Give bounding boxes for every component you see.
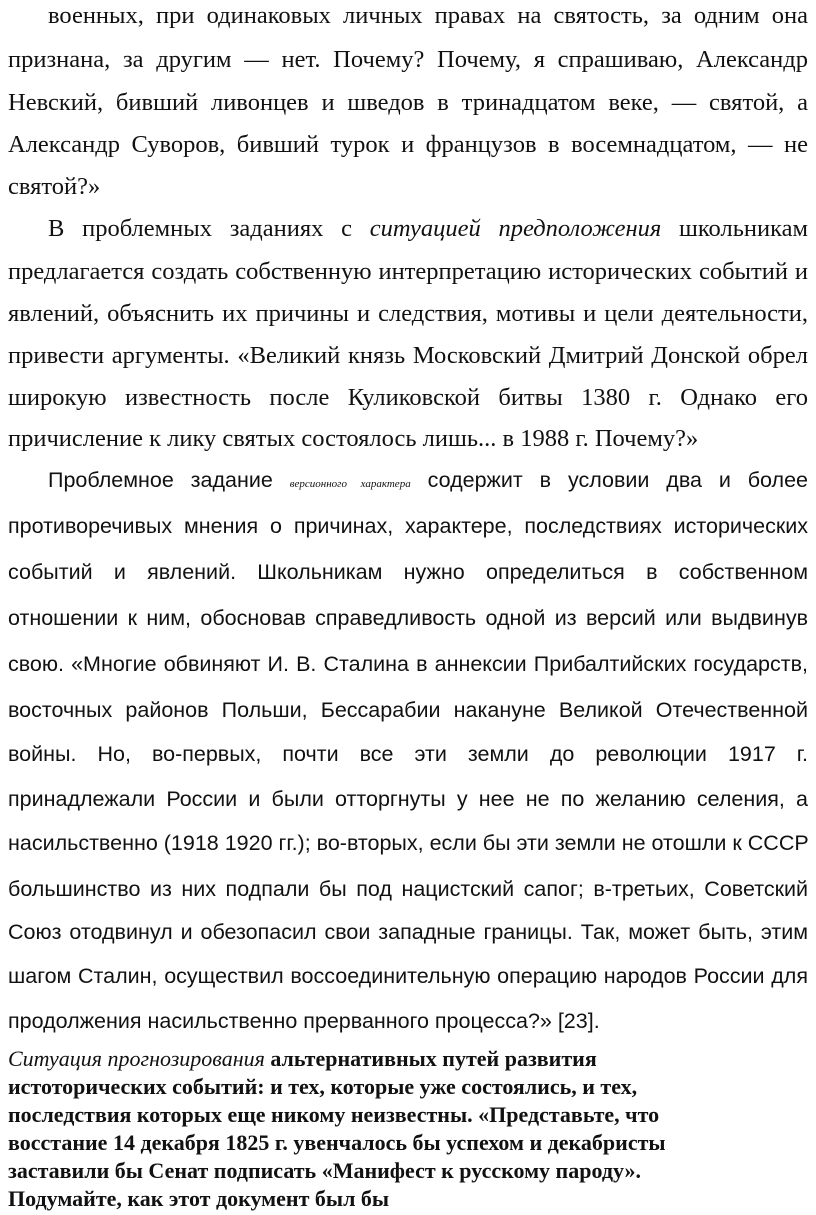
bold-text: альтернативных путей развития [264,1046,597,1071]
text-line [8,1045,738,1073]
bold-text: заставили бы Сенат подписать «Манифест к русскому пароду». [8,1158,642,1183]
text-line: святой?» [8,173,101,200]
text-line [48,468,808,493]
text-line: свою. «Многие обвиняют И. В. Сталина в аннексии Прибалтийских государств, [8,652,808,676]
paragraph-4 [8,1045,738,1213]
bold-text: восстание 14 декабря 1825 г. увенчалось бы успехом и декабристы [8,1130,666,1155]
text-line: восточных районов Польши, Бессарабии накануне Великой Отечественной [8,698,808,722]
text-line [8,1185,738,1213]
text-line: причисление к лику святых состоялось лишь... в 1988 г. Почему?» [8,425,699,452]
text-line: шагом Сталин, осуществил воссоединительную операцию народов России для [8,964,808,988]
emphasis-text: Ситуация прогнозирования [8,1046,265,1071]
text-line [8,1101,738,1129]
text-line: Александр Суворов, бивший турок и французов в восемнадцатом, — не [8,131,808,158]
text-line: продолжения насильственно прерванного процесса?» [23]. [8,1009,600,1033]
text-line: противоречивых мнения о причинах, характере, последствиях исторических [8,514,808,538]
bold-text: истоторических событий: и тех, которые уже состоялись, и тех, [8,1074,638,1099]
text-line [8,1073,738,1101]
emphasis-text: версионного характера [289,478,411,490]
text-line: большинство из них подпали бы под нацистский сапог; в-третьих, Советский [8,877,808,901]
text-line: Союз отодвинул и обезопасил свои западные границы. Так, может быть, этим [8,920,808,944]
text-run: В проблемных заданиях с [48,215,370,242]
text-line: предлагается создать собственную интерпретацию исторических событий и [8,258,808,285]
text-line: Невский, бивший ливонцев и шведов в тринадцатом веке, — святой, а [8,89,808,116]
text-line: принадлежали России и были отторгнуты у нее не по желанию селения, а [8,787,808,811]
bold-text: последствия которых еще никому неизвестны. «Представьте, что [8,1102,660,1127]
text-line: признана, за другим — нет. Почему? Почему, я спрашиваю, Александр [8,46,808,73]
text-line [8,1157,738,1185]
bold-text: Подумайте, как этот документ был бы [8,1186,390,1211]
text-line: привести аргументы. «Великий князь Московский Дмитрий Донской обрел [8,342,808,369]
text-run: Проблемное задание [48,468,290,492]
text-line: войны. Но, во-первых, почти все эти земли до революции 1917 г. [8,742,808,766]
emphasis-text: ситуацией предположения [369,215,662,242]
text-line: насильственно (1918 1920 гг.); во-вторых, если бы эти земли не отошли к СССР [8,831,809,855]
text-run: содержит в условии два и более [410,468,808,492]
text-run: школьникам [661,215,808,242]
text-line: отношении к ним, обосновав справедливость одной из версий или выдвинув [8,606,808,630]
text-line: явлений, объяснить их причины и следствия, мотивы и цели деятельности, [8,300,808,327]
text-line: военных, при одинаковых личных правах на святость, за одним она [48,2,808,29]
text-line [48,215,808,243]
text-line: событий и явлений. Школьникам нужно определиться в собственном [8,560,808,584]
text-line [8,1129,738,1157]
text-line: широкую известность после Куликовской битвы 1380 г. Однако его [8,384,808,411]
